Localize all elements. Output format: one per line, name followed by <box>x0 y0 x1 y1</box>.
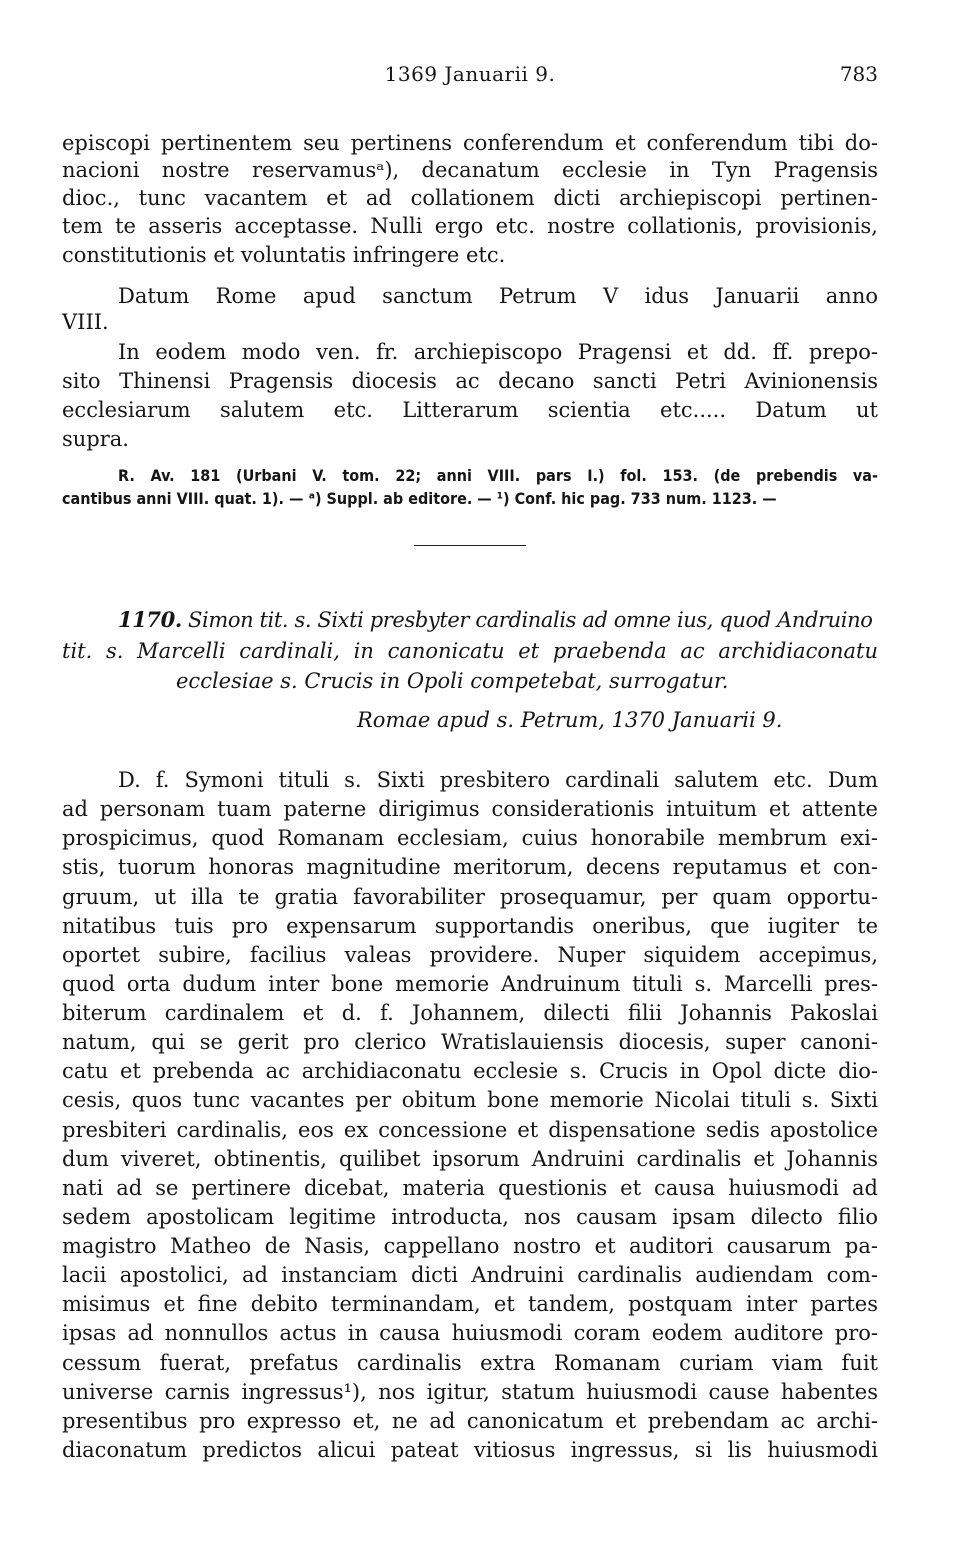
datum-line: Datum Rome apud sanctum Petrum V idus Januarii anno <box>118 284 878 308</box>
text-line: cessum fuerat, prefatus cardinalis extra Romanam curiam viam fuit <box>62 1351 878 1375</box>
datum-line-end: VIII. <box>62 310 109 334</box>
text-line: nacioni nostre reservamusᵃ), decanatum ecclesie in Tyn Pragensis <box>62 158 878 182</box>
text-line: misimus et fine debito terminandam, et tandem, postquam inter partes <box>62 1292 878 1316</box>
eodem-line: In eodem modo ven. fr. archiepiscopo Pragensi et dd. ff. prepo- <box>118 340 878 364</box>
text-line: magistro Matheo de Nasis, cappellano nostro et auditori causarum pa- <box>62 1234 878 1258</box>
text-line: stis, tuorum honoras magnitudine meritorum, decens reputamus et con- <box>62 855 878 879</box>
text-line: ad personam tuam paterne dirigimus considerationis intuitum et attente <box>62 797 878 821</box>
text-line: nati ad se pertinere dicebat, materia questionis et causa huiusmodi ad <box>62 1176 878 1200</box>
text-line: diaconatum predictos alicui pateat vitiosus ingressus, si lis huiusmodi <box>62 1438 878 1462</box>
text-line: presbiteri cardinalis, eos ex concessione et dispensatione sedis apostolice <box>62 1118 878 1142</box>
text-line: quod orta dudum inter bone memorie Andruinum tituli s. Marcelli pres- <box>62 972 878 996</box>
document-number: 1170. <box>118 607 182 632</box>
text-line: dioc., tunc vacantem et ad collationem dicti archiepiscopi pertinen- <box>62 186 878 210</box>
text-line: universe carnis ingressus¹), nos igitur, statum huiusmodi cause habentes <box>62 1380 878 1404</box>
regest-line: Simon tit. s. Sixti presbyter cardinalis ad omne ius, quod Andruino <box>188 608 873 632</box>
text-line: constitutionis et voluntatis infringere etc. <box>62 243 506 267</box>
text-line: tem te asseris acceptasse. Nulli ergo etc. nostre collationis, provisionis, <box>62 214 878 238</box>
text-line: sedem apostolicam legitime introducta, nos causam ipsam dilecto filio <box>62 1205 878 1229</box>
page-number: 783 <box>839 62 878 86</box>
eodem-line: supra. <box>62 427 129 451</box>
running-title: 1369 Januarii 9. <box>384 62 556 86</box>
page-header <box>62 62 878 98</box>
regest-line: tit. s. Marcelli cardinali, in canonicatu et praebenda ac archidiaconatu <box>62 639 878 663</box>
text-line: nitatibus tuis pro expensarum supportandis oneribus, que iugiter te <box>62 914 878 938</box>
text-line: D. f. Symoni tituli s. Sixti presbitero cardinali salutem etc. Dum <box>118 768 878 792</box>
source-note: R. Av. 181 (Urbani V. tom. 22; anni VIII. pars I.) fol. 153. (de prebendis va- <box>118 466 878 485</box>
eodem-line: ecclesiarum salutem etc. Litterarum scientia etc..... Datum ut <box>62 398 878 422</box>
text-line: presentibus pro expresso et, ne ad canonicatum et prebendam ac archi- <box>62 1409 878 1433</box>
text-line: ipsas ad nonnullos actus in causa huiusmodi coram eodem auditore pro- <box>62 1321 878 1345</box>
text-line: catu et prebenda ac archidiaconatu ecclesie s. Crucis in Opol dicte dio- <box>62 1059 878 1083</box>
text-line: cesis, quos tunc vacantes per obitum bone memorie Nicolai tituli s. Sixti <box>62 1088 878 1112</box>
regest-place-date: Romae apud s. Petrum, 1370 Januarii 9. <box>357 708 783 732</box>
text-line: prospicimus, quod Romanam ecclesiam, cuius honorabile membrum exi- <box>62 826 878 850</box>
text-line: gruum, ut illa te gratia favorabiliter prosequamur, per quam opportu- <box>62 885 878 909</box>
text-line: biterum cardinalem et d. f. Johannem, dilecti filii Johannis Pakoslai <box>62 1001 878 1025</box>
text-line: lacii apostolici, ad instanciam dicti Andruini cardinalis audiendam com- <box>62 1263 878 1287</box>
eodem-line: sito Thinensi Pragensis diocesis ac decano sancti Petri Avinionensis <box>62 369 878 393</box>
text-line: oportet subire, facilius valeas providere. Nuper siquidem accepimus, <box>62 943 878 967</box>
text-line: natum, qui se gerit pro clerico Wratislauiensis diocesis, super canoni- <box>62 1030 878 1054</box>
regest-heading <box>118 605 878 635</box>
text-line: dum viveret, obtinentis, quilibet ipsorum Andruini cardinalis et Johannis <box>62 1147 878 1171</box>
regest-line: ecclesiae s. Crucis in Opoli competebat, surrogatur. <box>176 669 729 693</box>
source-note: cantibus anni VIII. quat. 1). — ᵃ) Suppl. ab editore. — ¹) Conf. hic pag. 733 num. 1123. — <box>62 489 777 508</box>
text-line: episcopi pertinentem seu pertinens conferendum et conferendum tibi do- <box>62 131 878 155</box>
section-divider <box>414 545 526 546</box>
